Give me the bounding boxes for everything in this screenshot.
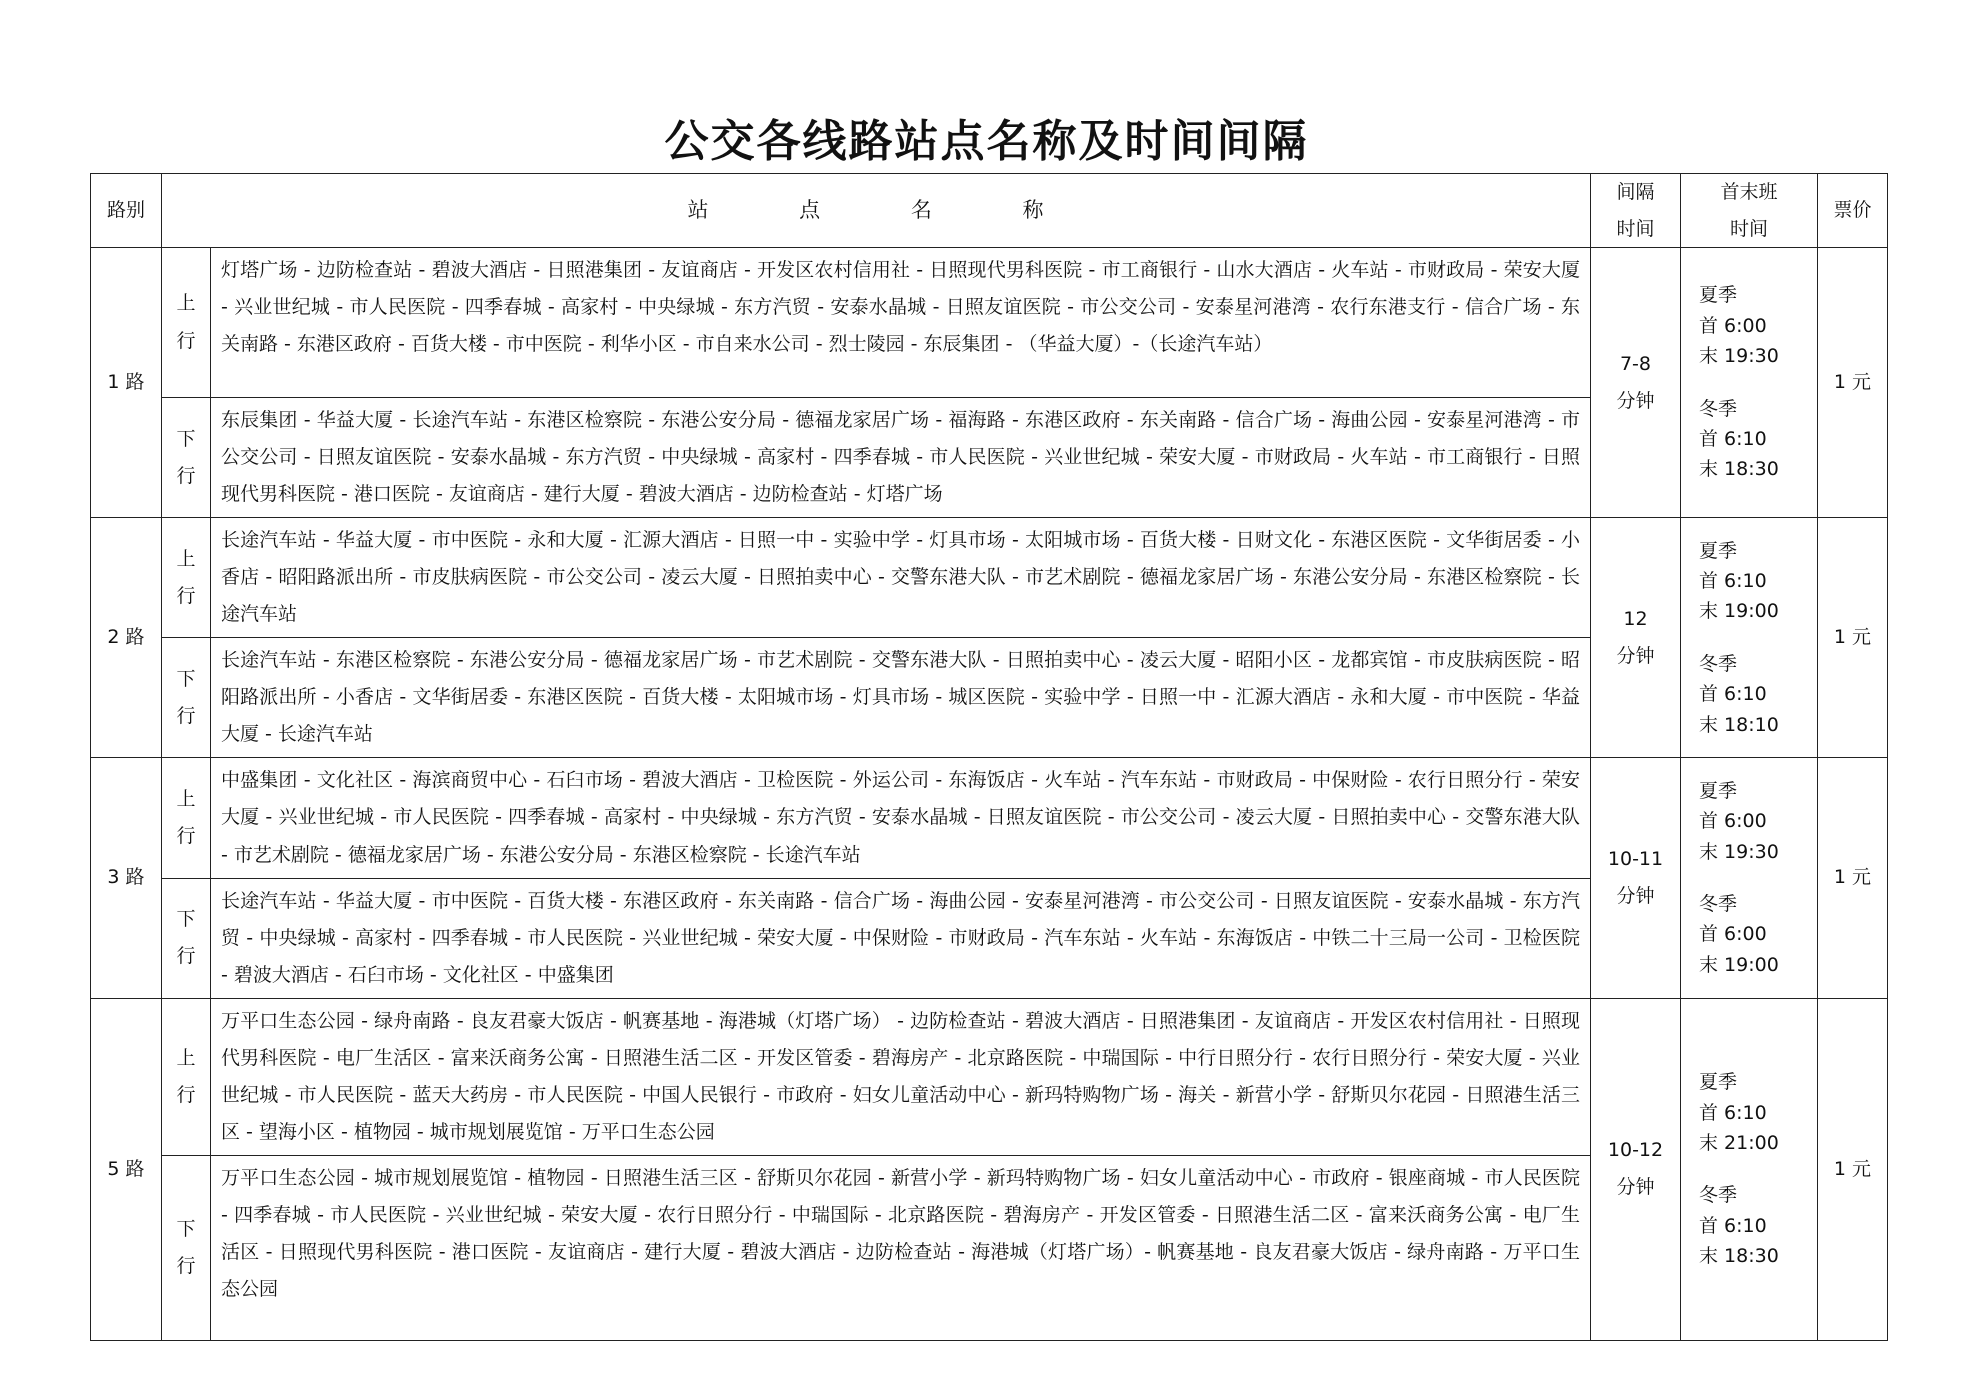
interval-value: 12 bbox=[1623, 607, 1648, 630]
header-interval: 间隔时间 bbox=[1591, 174, 1681, 248]
down-stops: 长途汽车站 - 华益大厦 - 市中医院 - 百货大楼 - 东港区政府 - 东关南路 - 信合广场 - 海曲公园 - 安泰星河港湾 - 市公交公司 - 日照友谊医院 - 安泰水晶城 - 东方汽贸 - 中央绿城 - 高家村 - 四季春城 - 市人民医院 - 兴业世纪城 - 荣安大厦 - 中保财险 - 市财政局 - 汽车东站 - 火车站 - 东海饭店 - 中铁二十三局一公司 - 卫检医院 - 碧波大酒店 - 石臼市场 - 文化社区 - 中盛集团 bbox=[211, 878, 1591, 998]
summer-last: 末 19:30 bbox=[1699, 345, 1779, 368]
winter-schedule bbox=[1699, 394, 1817, 485]
interval-unit: 分钟 bbox=[1616, 389, 1655, 412]
header-route: 路别 bbox=[91, 174, 162, 248]
summer-last: 末 19:30 bbox=[1699, 840, 1779, 863]
winter-schedule bbox=[1699, 1180, 1817, 1271]
winter-last: 末 18:10 bbox=[1699, 713, 1779, 736]
interval bbox=[1591, 518, 1681, 758]
schedule bbox=[1681, 998, 1818, 1340]
schedule bbox=[1681, 248, 1818, 518]
winter-label: 冬季 bbox=[1699, 652, 1738, 675]
fare: 1 元 bbox=[1818, 758, 1888, 998]
direction-up: 上行 bbox=[162, 998, 211, 1155]
fare: 1 元 bbox=[1818, 518, 1888, 758]
direction-down: 下行 bbox=[162, 398, 211, 518]
direction-down: 下行 bbox=[162, 878, 211, 998]
up-stops: 灯塔广场 - 边防检查站 - 碧波大酒店 - 日照港集团 - 友谊商店 - 开发区农村信用社 - 日照现代男科医院 - 市工商银行 - 山水大酒店 - 火车站 - 市财政局 - 荣安大厦 - 兴业世纪城 - 市人民医院 - 四季春城 - 高家村 - 中央绿城 - 东方汽贸 - 安泰水晶城 - 日照友谊医院 - 市公交公司 - 安泰星河港湾 - 农行东港支行 - 信合广场 - 东关南路 - 东港区政府 - 百货大楼 - 市中医院 - 利华小区 - 市自来水公司 - 烈士陵园 - 东辰集团 - （华益大厦）-（长途汽车站） bbox=[211, 248, 1591, 398]
winter-schedule bbox=[1699, 649, 1817, 740]
bus-route-table bbox=[90, 173, 1888, 1341]
route-name: 2 路 bbox=[91, 518, 162, 758]
route-row-up bbox=[91, 518, 1888, 638]
summer-label: 夏季 bbox=[1699, 779, 1738, 802]
winter-first: 首 6:10 bbox=[1699, 427, 1767, 450]
interval-value: 10-11 bbox=[1607, 848, 1664, 871]
up-stops: 长途汽车站 - 华益大厦 - 市中医院 - 永和大厦 - 汇源大酒店 - 日照一中 - 实验中学 - 灯具市场 - 太阳城市场 - 百货大楼 - 日财文化 - 东港区医院 - 文华街居委 - 小香店 - 昭阳路派出所 - 市皮肤病医院 - 市公交公司 - 凌云大厦 - 日照拍卖中心 - 交警东港大队 - 市艺术剧院 - 德福龙家居广场 - 东港公安分局 - 东港区检察院 - 长途汽车站 bbox=[211, 518, 1591, 638]
summer-first: 首 6:10 bbox=[1699, 570, 1767, 592]
direction-up: 上行 bbox=[162, 758, 211, 878]
winter-label: 冬季 bbox=[1699, 1184, 1738, 1207]
summer-label: 夏季 bbox=[1699, 284, 1738, 307]
route-row-up bbox=[91, 998, 1888, 1155]
route-row-up bbox=[91, 758, 1888, 878]
header-fare: 票价 bbox=[1818, 174, 1888, 248]
interval-unit: 分钟 bbox=[1616, 885, 1655, 908]
winter-last: 末 18:30 bbox=[1699, 1245, 1779, 1268]
page-title: 公交各线路站点名称及时间间隔 bbox=[664, 116, 1309, 167]
table-header-row bbox=[91, 174, 1888, 248]
interval bbox=[1591, 248, 1681, 518]
summer-schedule bbox=[1699, 776, 1817, 867]
schedule bbox=[1681, 518, 1818, 758]
schedule bbox=[1681, 758, 1818, 998]
winter-last: 末 19:00 bbox=[1699, 953, 1779, 976]
summer-label: 夏季 bbox=[1699, 1071, 1738, 1094]
route-row-up bbox=[91, 248, 1888, 398]
winter-first: 首 6:10 bbox=[1699, 683, 1767, 706]
summer-first: 首 6:00 bbox=[1699, 810, 1767, 833]
summer-schedule bbox=[1699, 1067, 1817, 1158]
summer-first: 首 6:00 bbox=[1699, 314, 1767, 337]
down-stops: 万平口生态公园 - 城市规划展览馆 - 植物园 - 日照港生活三区 - 舒斯贝尔花园 - 新营小学 - 新玛特购物广场 - 妇女儿童活动中心 - 市政府 - 银座商城 - 市人民医院 - 四季春城 - 市人民医院 - 兴业世纪城 - 荣安大厦 - 农行日照分行 - 中瑞国际 - 北京路医院 - 碧海房产 - 开发区管委 - 日照港生活二区 - 富来沃商务公寓 - 电厂生活区 - 日照现代男科医院 - 港口医院 - 友谊商店 - 建行大厦 - 碧波大酒店 - 边防检查站 - 海港城（灯塔广场）- 帆赛基地 - 良友君豪大饭店 - 绿舟南路 - 万平口生态公园 bbox=[211, 1155, 1591, 1340]
interval-unit: 分钟 bbox=[1616, 644, 1655, 667]
route-name: 1 路 bbox=[91, 248, 162, 518]
route-name: 5 路 bbox=[91, 998, 162, 1340]
winter-schedule bbox=[1699, 889, 1817, 980]
summer-schedule bbox=[1699, 280, 1817, 371]
direction-up: 上行 bbox=[162, 248, 211, 398]
interval bbox=[1591, 758, 1681, 998]
direction-up: 上行 bbox=[162, 518, 211, 638]
summer-schedule bbox=[1699, 536, 1817, 627]
summer-last: 末 19:00 bbox=[1699, 600, 1779, 623]
fare: 1 元 bbox=[1818, 248, 1888, 518]
winter-label: 冬季 bbox=[1699, 893, 1738, 916]
down-stops: 长途汽车站 - 东港区检察院 - 东港公安分局 - 德福龙家居广场 - 市艺术剧院 - 交警东港大队 - 日照拍卖中心 - 凌云大厦 - 昭阳小区 - 龙都宾馆 - 市皮肤病医院 - 昭阳路派出所 - 小香店 - 文华街居委 - 东港区医院 - 百货大楼 - 太阳城市场 - 灯具市场 - 城区医院 - 实验中学 - 日照一中 - 汇源大酒店 - 永和大厦 - 市中医院 - 华益大厦 - 长途汽车站 bbox=[211, 638, 1591, 758]
direction-down: 下行 bbox=[162, 1155, 211, 1340]
up-stops: 中盛集团 - 文化社区 - 海滨商贸中心 - 石臼市场 - 碧波大酒店 - 卫检医院 - 外运公司 - 东海饭店 - 火车站 - 汽车东站 - 市财政局 - 中保财险 - 农行日照分行 - 荣安大厦 - 兴业世纪城 - 市人民医院 - 四季春城 - 高家村 - 中央绿城 - 东方汽贸 - 安泰水晶城 - 日照友谊医院 - 市公交公司 - 凌云大厦 - 日照拍卖中心 - 交警东港大队 - 市艺术剧院 - 德福龙家居广场 - 东港公安分局 - 东港区检察院 - 长途汽车站 bbox=[211, 758, 1591, 878]
winter-first: 首 6:10 bbox=[1699, 1214, 1767, 1237]
down-stops: 东辰集团 - 华益大厦 - 长途汽车站 - 东港区检察院 - 东港公安分局 - 德福龙家居广场 - 福海路 - 东港区政府 - 东关南路 - 信合广场 - 海曲公园 - 安泰星河港湾 - 市公交公司 - 日照友谊医院 - 安泰水晶城 - 东方汽贸 - 中央绿城 - 高家村 - 四季春城 - 市人民医院 - 兴业世纪城 - 荣安大厦 - 市财政局 - 火车站 - 市工商银行 - 日照现代男科医院 - 港口医院 - 友谊商店 - 建行大厦 - 碧波大酒店 - 边防检查站 - 灯塔广场 bbox=[211, 398, 1591, 518]
interval-value: 10-12 bbox=[1607, 1139, 1664, 1162]
summer-last: 末 21:00 bbox=[1699, 1131, 1779, 1154]
summer-label: 夏季 bbox=[1699, 539, 1738, 562]
header-schedule: 首末班时间 bbox=[1681, 174, 1818, 248]
route-name: 3 路 bbox=[91, 758, 162, 998]
up-stops: 万平口生态公园 - 绿舟南路 - 良友君豪大饭店 - 帆赛基地 - 海港城（灯塔广场） - 边防检查站 - 碧波大酒店 - 日照港集团 - 友谊商店 - 开发区农村信用社 - 日照现代男科医院 - 电厂生活区 - 富来沃商务公寓 - 日照港生活二区 - 开发区管委 - 碧海房产 - 北京路医院 - 中瑞国际 - 中行日照分行 - 农行日照分行 - 荣安大厦 - 兴业世纪城 - 市人民医院 - 蓝天大药房 - 市人民医院 - 中国人民银行 - 市政府 - 妇女儿童活动中心 - 新玛特购物广场 - 海关 - 新营小学 - 舒斯贝尔花园 - 日照港生活三区 - 望海小区 - 植物园 - 城市规划展览馆 - 万平口生态公园 bbox=[211, 998, 1591, 1155]
interval bbox=[1591, 998, 1681, 1340]
interval-unit: 分钟 bbox=[1616, 1176, 1655, 1199]
winter-label: 冬季 bbox=[1699, 397, 1738, 420]
direction-down: 下行 bbox=[162, 638, 211, 758]
interval-value: 7-8 bbox=[1619, 352, 1652, 375]
header-stops: 站 点 名 称 bbox=[162, 174, 1591, 248]
winter-last: 末 18:30 bbox=[1699, 458, 1779, 481]
winter-first: 首 6:00 bbox=[1699, 923, 1767, 946]
summer-first: 首 6:10 bbox=[1699, 1101, 1767, 1124]
fare: 1 元 bbox=[1818, 998, 1888, 1340]
